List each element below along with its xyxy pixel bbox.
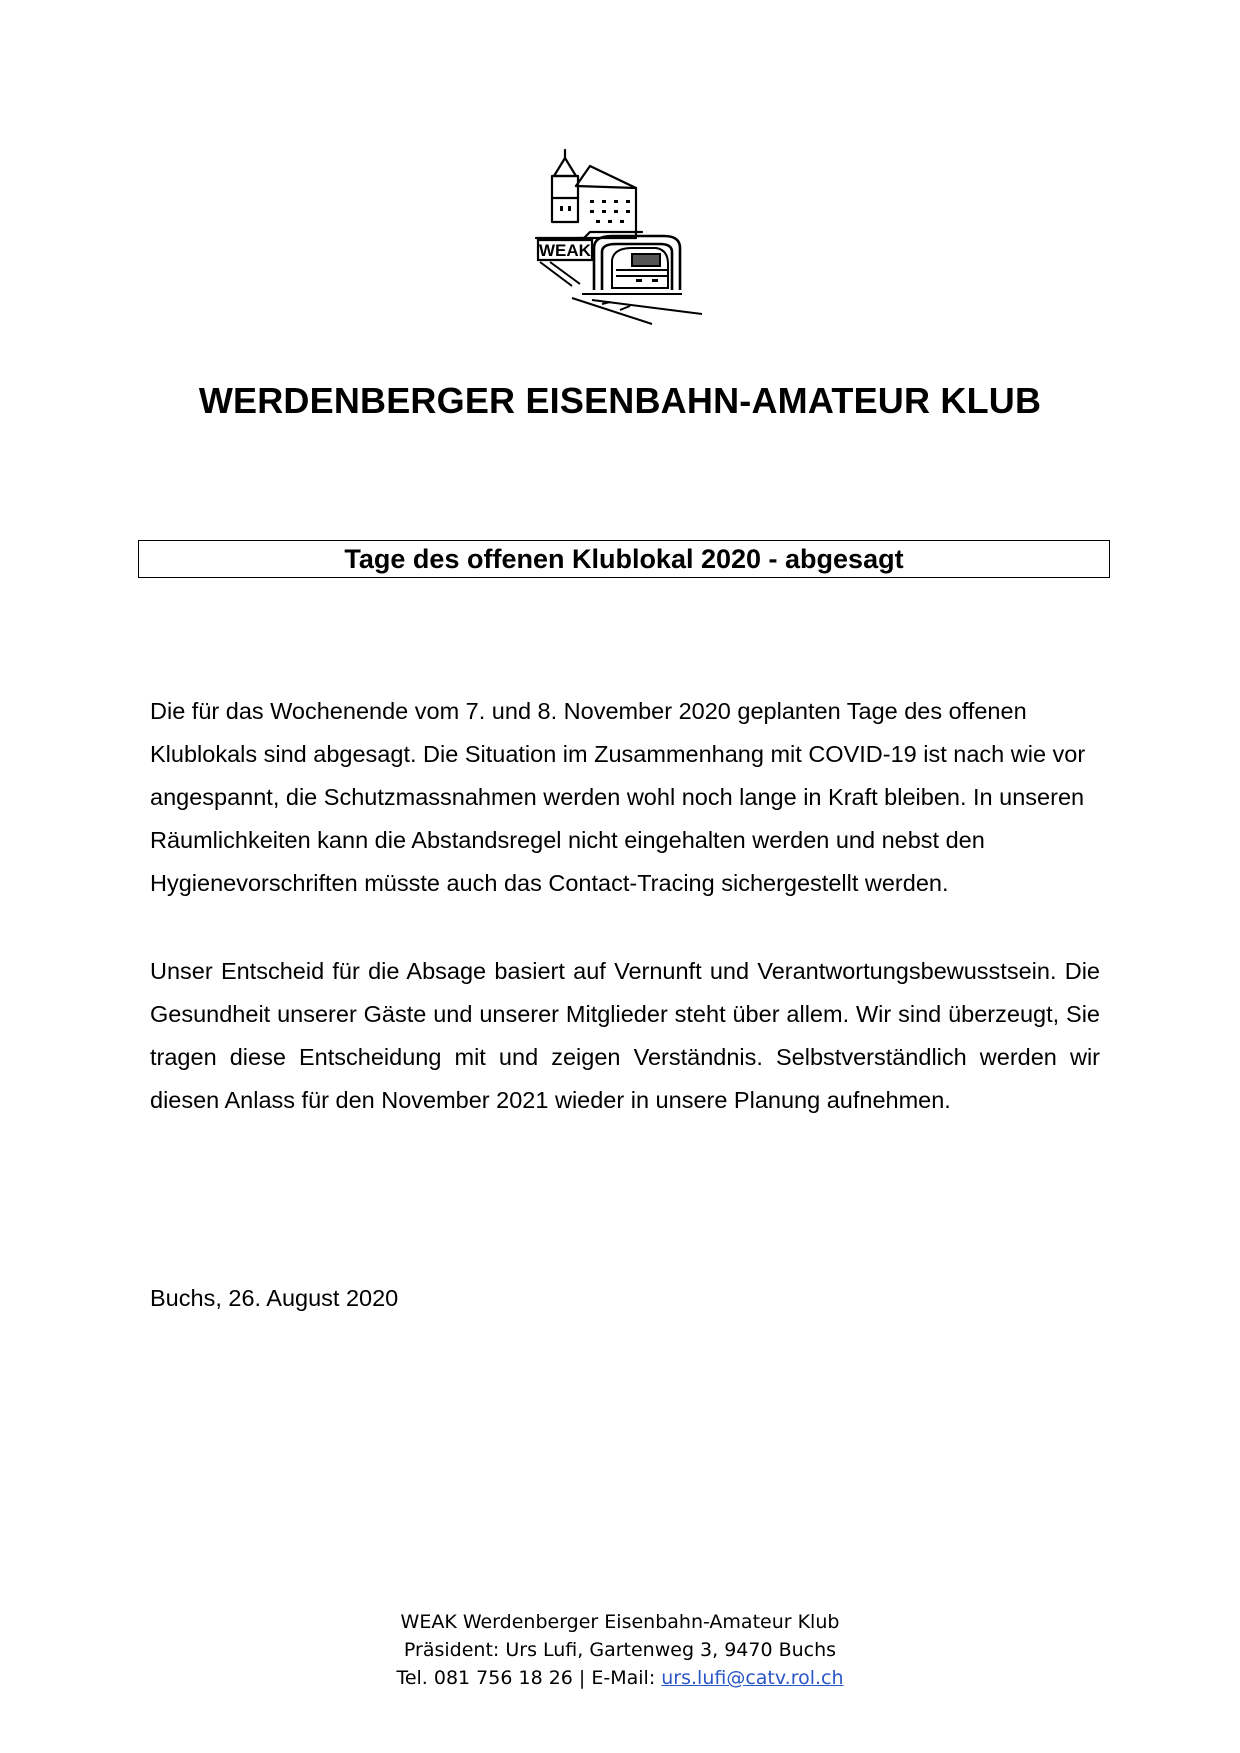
body-paragraph-1: Die für das Wochenende vom 7. und 8. November 2020 geplanten Tage des offenen Klublokals sind abgesagt. Die Situation im Zusammenhang mit COVID-19 ist nach wie vor angespannt, die Schutzmassnahmen werden wohl noch lange in Kraft bleiben. In unseren Räumlichkeiten kann die Abstandsregel nicht eingehalten werden und nebst den Hygienevorschriften müsste auch das Contact-Tracing sichergestellt werden. bbox=[150, 698, 1086, 896]
notice-box bbox=[138, 540, 1110, 578]
notice-title: Tage des offenen Klublokal 2020 - abgesagt bbox=[344, 543, 904, 574]
club-name-heading: WERDENBERGER EISENBAHN-AMATEUR KLUB bbox=[198, 380, 1042, 421]
club-logo bbox=[532, 148, 712, 328]
email-link[interactable]: urs.lufi@catv.rol.ch bbox=[661, 1667, 844, 1689]
body-paragraph-2: Unser Entscheid für die Absage basiert auf Vernunft und Verantwortungsbewusstsein. Die Gesundheit unserer Gäste und unserer Mitglieder steht über allem. Wir sind überzeugt, Sie tragen diese Entscheidung mit und zeigen Verständnis. Selbstverständlich werden wir diesen Anlass für den November 2021 wieder in unsere Planung aufnehmen. bbox=[150, 958, 1100, 1113]
date-line: Buchs, 26. August 2020 bbox=[150, 1285, 399, 1311]
logo-text: WEAK bbox=[539, 241, 591, 260]
footer-contact bbox=[0, 1664, 1240, 1692]
footer-club-name: WEAK Werdenberger Eisenbahn-Amateur Klub bbox=[400, 1611, 840, 1633]
footer bbox=[0, 1608, 1240, 1692]
footer-president: Präsident: Urs Lufi, Gartenweg 3, 9470 Buchs bbox=[403, 1639, 837, 1661]
footer-phone: Tel. 081 756 18 26 | E-Mail: bbox=[396, 1667, 662, 1689]
